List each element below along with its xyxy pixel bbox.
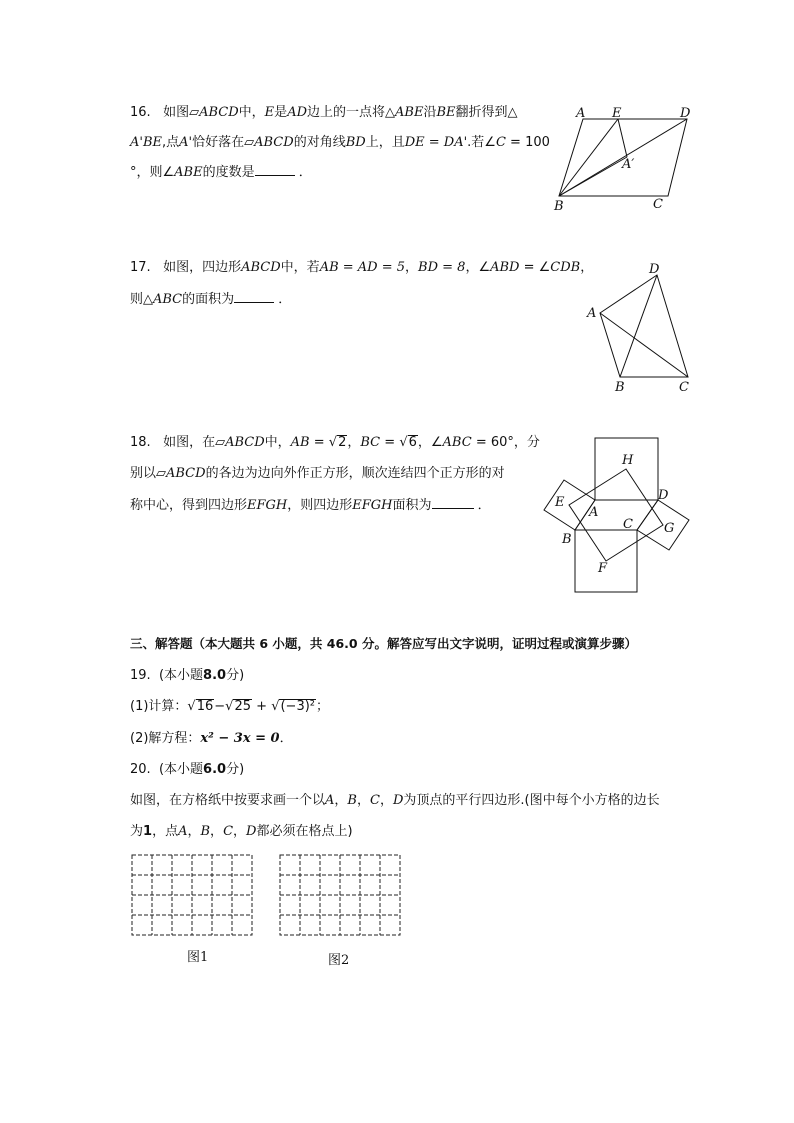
segment-be	[559, 119, 618, 196]
label-e: E	[555, 495, 565, 510]
label-a: A	[576, 106, 586, 121]
q20-header: 20. (本小题6.0分)	[130, 762, 245, 777]
q18-line-3: 称中心，得到四边形EFGH，则四边形EFGH面积为 ．	[130, 498, 491, 513]
quadrilateral-efgh	[569, 469, 663, 561]
answer-blank[interactable]	[432, 496, 474, 509]
q17-line-1: 17. 如图，四边形ABCD中，若AB = AD = 5，BD = 8，∠ABD = ∠CDB，	[130, 260, 594, 275]
grid-figure-2	[278, 853, 404, 939]
answer-blank[interactable]	[234, 290, 274, 303]
quadrilateral-abcd	[600, 275, 688, 377]
label-a-prime: A′	[622, 157, 635, 172]
grid-figure-1	[130, 853, 256, 939]
sqrt-symbol: √	[187, 699, 196, 714]
question-number: 19.	[130, 668, 151, 683]
diagonal-ac	[600, 313, 688, 377]
label-b: B	[615, 380, 625, 395]
q19-part-2: (2)解方程：x² − 3x = 0．	[130, 731, 293, 746]
question-number: 20.	[130, 762, 151, 777]
q17-line-2: 则△ABC的面积为 ．	[130, 292, 292, 307]
label-d: D	[680, 106, 691, 121]
label-c: C	[679, 380, 689, 395]
q18-line-1: 18. 如图，在▱ABCD中，AB = √2，BC = √6，∠ABC = 60°，分	[130, 435, 540, 450]
label-e: E	[612, 106, 622, 121]
q16-line-2: A'BE,点A'恰好落在▱ABCD的对角线BD上，且DE = DA'.若∠C = 100	[130, 135, 550, 150]
sqrt-symbol: √	[328, 435, 338, 450]
label-d: D	[649, 262, 660, 277]
q16-line-1: 16. 如图▱ABCD中，E是AD边上的一点将△ABE沿BE翻折得到△	[130, 105, 518, 120]
q18-line-2: 别以▱ABCD的各边为边向外作正方形，顺次连结四个正方形的对	[130, 466, 505, 481]
q19-part-1: (1)计算：√16−√25 + √(−3)²；	[130, 699, 330, 714]
figure-1-caption: 图1	[187, 950, 209, 965]
section-3-title: 三、解答题（本大题共 6 小题，共 46.0 分。解答应写出文字说明，证明过程或演算步骤）	[130, 636, 637, 651]
label-f: F	[598, 561, 608, 576]
label-a: A	[589, 505, 599, 520]
label-b: B	[562, 532, 572, 547]
sqrt-symbol: √	[271, 699, 280, 714]
label-d: D	[658, 488, 669, 503]
question-number: 18.	[130, 435, 151, 450]
segment-ea-prime	[618, 119, 627, 157]
q16-figure	[550, 102, 700, 214]
label-c: C	[623, 517, 633, 532]
q19-header: 19. (本小题8.0分)	[130, 668, 245, 683]
q16-line-3: °，则∠ABE的度数是 ．	[130, 165, 312, 180]
q20-line-2: 为1，点A，B，C，D都必须在格点上)	[130, 824, 353, 839]
q20-line-1: 如图，在方格纸中按要求画一个以A，B，C，D为顶点的平行四边形.(图中每个小方格的边长	[130, 793, 660, 808]
label-h: H	[622, 453, 634, 468]
parallelogram-abcd	[575, 500, 658, 530]
diagonal-bd	[620, 275, 657, 377]
q18-figure	[540, 432, 700, 598]
question-number: 16.	[130, 105, 151, 120]
sqrt-symbol: √	[225, 699, 234, 714]
question-number: 17.	[130, 260, 151, 275]
label-b: B	[554, 199, 564, 214]
label-c: C	[653, 197, 663, 212]
figure-2-caption: 图2	[328, 953, 350, 968]
label-a: A	[587, 306, 597, 321]
sqrt-symbol: √	[399, 435, 408, 450]
q17-figure	[583, 258, 698, 396]
label-g: G	[664, 521, 675, 536]
answer-blank[interactable]	[255, 163, 295, 176]
